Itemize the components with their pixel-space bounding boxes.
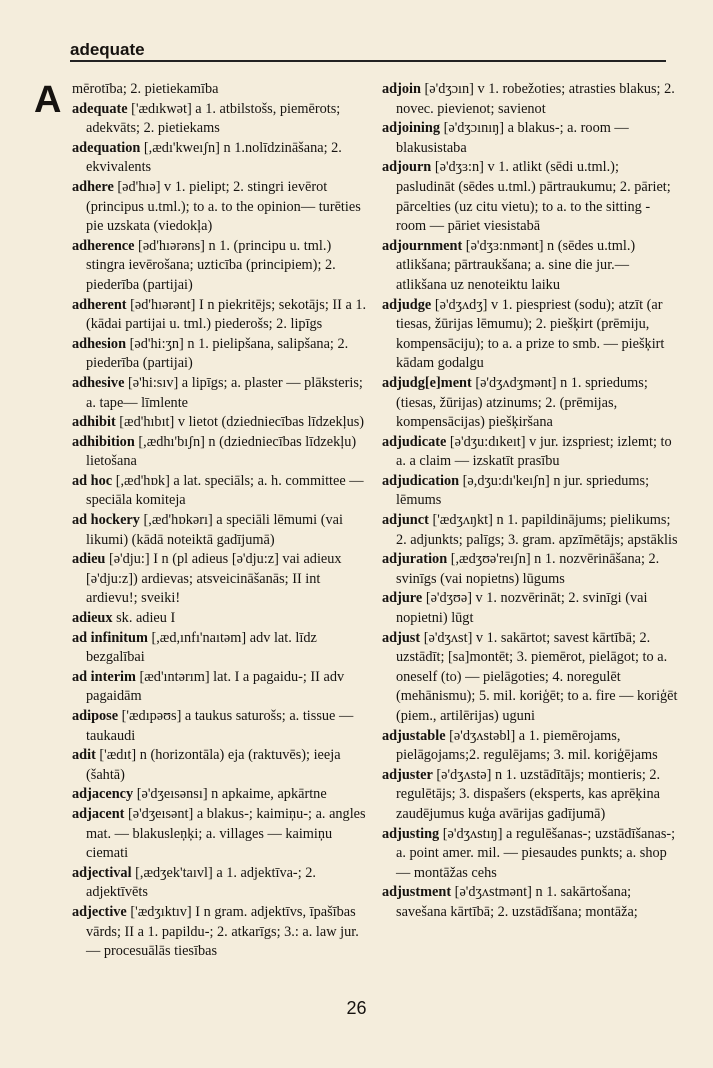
entry-headword: adit (72, 747, 96, 764)
dictionary-entry (382, 727, 678, 766)
dictionary-entry (382, 589, 678, 628)
entry-definition: [,ædʒʊə'reıʃn] n 1. nozvērināšana; 2. svinīgs (vai nopietns) lūgums (396, 551, 660, 587)
dictionary-entry (382, 158, 678, 236)
dictionary-entry (382, 511, 678, 550)
dictionary-entry (72, 237, 370, 296)
entry-headword: adjudicate (382, 433, 447, 450)
entry-headword: adhesive (72, 374, 125, 391)
entry-headword: adhere (72, 178, 114, 195)
entry-definition: [ə'dʒɜ:n] v 1. atlikt (sēdi u.tml.); pasludināt (sēdes u.tml.) pārtraukumu; 2. pāriet; pārcelties (uz citu vietu); to a. to the sitting - room — pāriet viesistabā (396, 159, 671, 235)
dictionary-entry (72, 746, 370, 785)
dictionary-entry (72, 668, 370, 707)
column-left (72, 80, 370, 962)
entry-headword: adipose (72, 708, 119, 724)
dictionary-entry (382, 80, 678, 119)
dictionary-entry (382, 825, 678, 884)
section-letter: A (34, 79, 62, 121)
dictionary-entry (72, 550, 370, 609)
entry-headword: adhibit (72, 414, 116, 431)
dictionary-entry (382, 374, 678, 433)
dictionary-entry (72, 805, 370, 864)
entry-definition: [ə'dʒɜ:nmənt] n (sēdes u.tml.) atlikšana; pārtraukšana; a. sine die jur.— atlikšana uz nenoteiktu laiku (396, 237, 636, 293)
entry-headword: adjudge (382, 296, 432, 313)
entry-headword: adjunct (382, 512, 429, 529)
header-rule (70, 60, 666, 62)
entry-definition: [ə'dʒʌstəbl] a 1. piemērojams, pielāgojams;2. regulējams; 3. mil. koriģējams (396, 727, 658, 764)
entry-definition: [ə'hi:sıv] a lipīgs; a. plaster — plāksteris; a. tape— līmlente (86, 374, 363, 411)
entry-definition: [ə'dʒʌstə] n 1. uzstādītājs; montieris; 2. regulētājs; 3. dispašers (eksperts, kas aprēķina zaudējumus kuģa avārijas gadījumā) (396, 766, 661, 822)
entry-definition: ['ædıpəʊs] a taukus saturošs; a. tissue — taukaudi (86, 708, 354, 744)
page-number: 26 (346, 998, 367, 1018)
dictionary-entry (72, 374, 370, 413)
entry-definition: [,æd'hɒkərı] a speciāli lēmumi (vai likumi) (kādā noteiktā gadījumā) (86, 512, 343, 548)
entry-definition: ['ædʒʌŋkt] n 1. papildinājums; pielikums; 2. adjunkts; palīgs; 3. gram. apzīmētājs; apstāklis (396, 512, 678, 548)
entry-headword: adequation (72, 139, 141, 156)
dictionary-entry (382, 629, 678, 727)
entry-definition: [ə'dʒʊə] v 1. nozvērināt; 2. svinīgi (vai nopietni) lūgt (396, 590, 648, 627)
entry-definition: [æd'hıbıt] v lietot (dziedniecības līdzekļus) (115, 414, 365, 431)
entry-definition: sk. adieu I (112, 610, 176, 627)
entry-definition: [ə'dʒʌstıŋ] a regulēšanas-; uzstādīšanas-; a. point amer. mil. — piesaudes punkts; a. shop — montāžas cehs (396, 825, 676, 881)
entry-definition: [,ædhı'bıʃn] n (dziedniecības līdzekļu) lietošana (86, 433, 357, 470)
entry-headword: adhibition (72, 433, 135, 450)
dictionary-entry (72, 100, 370, 139)
entry-definition: [ə'dʒeısənt] a blakus-; kaimiņu-; a. angles mat. — blakusleņķi; a. villages — kaimiņu ciemati (86, 805, 366, 862)
entry-headword: adjoin (382, 81, 421, 97)
dictionary-entry (382, 237, 678, 296)
dictionary-entry (72, 472, 370, 511)
entry-definition: [ə'dʒʌdʒ] v 1. piespriest (sodu); atzīt (ar tiesas, žūrijas lēmumu); 2. piešķirt (prēmiju, kompensāciju); to a. a prize to smb. — piešķirt kādam godalgu (396, 296, 665, 372)
entry-headword: adjust (382, 629, 421, 646)
dictionary-entry (72, 785, 370, 805)
dictionary-entry (72, 629, 370, 668)
entry-headword: adjure (382, 590, 423, 607)
entry-definition: [,æd'hɒk] a lat. speciāls; a. h. committee — speciāla komiteja (86, 472, 364, 509)
entry-headword: adjustable (382, 727, 446, 744)
entry-definition: [,ædʒek'taıvl] a 1. adjektīva-; 2. adjektīvēts (86, 864, 316, 901)
entry-definition: [,ædı'kweıʃn] n 1.nolīdzināšana; 2. ekvivalents (86, 139, 342, 176)
dictionary-entry (72, 80, 370, 100)
dictionary-entry (72, 335, 370, 374)
entry-headword: adieux (72, 610, 113, 627)
entry-headword: adjuration (382, 551, 448, 568)
entry-definition: [əd'hi:ʒn] n 1. pielipšana, salipšana; 2. piederība (partijai) (86, 335, 349, 372)
entry-definition: ['ædıt] n (horizontāla) eja (raktuvēs); ieeja (šahtā) (86, 747, 341, 783)
entry-headword: adherent (72, 296, 127, 313)
dictionary-entry (382, 883, 678, 922)
entry-headword: adherence (72, 237, 135, 254)
dictionary-entry (72, 609, 370, 629)
entry-headword: adjacent (72, 805, 125, 822)
dictionary-entry (72, 511, 370, 550)
column-right (382, 80, 678, 923)
dictionary-entry (72, 296, 370, 335)
entry-definition: [ə,dʒu:dı'keıʃn] n jur. spriedums; lēmums (396, 472, 650, 509)
dictionary-entry (382, 433, 678, 472)
entry-definition: [əd'hıərənt] I n piekritējs; sekotājs; II a 1. (kādai partijai u. tml.) piederošs; 2. lipīgs (86, 296, 367, 333)
entry-headword: adjacency (72, 786, 134, 803)
entry-definition: [æd'ıntərım] lat. I a pagaidu-; II adv pagaidām (86, 668, 345, 705)
entry-definition: [ə'dju:] I n (pl adieus [ə'dju:z] vai adieux [ə'dju:z]) ardievas; atsveicināšanās; II int ardievu!; sveiki! (86, 551, 342, 607)
entry-headword: ad interim (72, 668, 136, 685)
entry-headword: adjoining (382, 120, 441, 137)
entry-headword: adjectival (72, 864, 132, 881)
entry-definition: [ə'dʒʌdʒmənt] n 1. spriedums; (tiesas, žūrijas) atzinums; 2. (prēmijas, kompensācijas) piešķiršana (396, 374, 648, 431)
entry-headword: adequate (72, 100, 128, 117)
dictionary-entry (72, 139, 370, 178)
entry-headword: adjudg[e]ment (382, 374, 472, 391)
guide-word: adequate (70, 40, 145, 59)
entry-definition: [əd'hıə] v 1. pielipt; 2. stingri ievērot (principus u.tml.); to a. to the opinion— turēties pie uzskata (viedokļa) (86, 178, 361, 235)
entry-headword: adjuster (382, 766, 433, 783)
entry-definition: [ə'dʒɔın] v 1. robežoties; atrasties blakus; 2. novec. pievienot; savienot (396, 81, 675, 117)
entry-headword: adjusting (382, 825, 440, 842)
entry-definition: [ə'dʒɔınıŋ] a blakus-; a. room — blakusistaba (396, 120, 629, 156)
dictionary-entry (72, 413, 370, 433)
dictionary-entry (382, 296, 678, 374)
entry-definition: [ə'dʒeısənsı] n apkaime, apkārtne (133, 786, 327, 803)
dictionary-entry (72, 707, 370, 746)
entry-headword: ad hockery (72, 512, 140, 529)
entry-definition: [ə'dʒʌstmənt] n 1. sakārtošana; savešana kārtībā; 2. uzstādīšana; montāža; (396, 884, 638, 920)
entry-headword: adieu (72, 551, 106, 568)
dictionary-entry (382, 472, 678, 511)
dictionary-entry (72, 433, 370, 472)
entry-headword: adhesion (72, 335, 127, 352)
entry-headword: adjective (72, 903, 127, 920)
entry-headword: ad infinitum (72, 629, 148, 646)
dictionary-entry (72, 178, 370, 237)
entry-definition: [ə'dʒʌst] v 1. sakārtot; savest kārtībā; 2. uzstādīt; [sa]montēt; 3. piemērot, pielāgot; to a. oneself (to) — pielāgoties; 4. noregulēt (mehānismu); 5. mil. koriģēt; to a. fire — koriģēt (piem., artilērijas) uguni (396, 629, 678, 724)
dictionary-entry (72, 903, 370, 962)
entry-definition: [əd'hıərəns] n 1. (principu u. tml.) stingra ievērošana; uzticība (principiem); 2. piederība (partijai) (86, 237, 336, 293)
entry-definition: [,æd,ınfı'naıtəm] adv lat. līdz bezgalībai (86, 629, 317, 666)
dictionary-entry (72, 864, 370, 903)
entry-definition: mērotība; 2. pietiekamība (72, 81, 219, 97)
entry-headword: ad hoc (72, 472, 113, 489)
dictionary-entry (382, 550, 678, 589)
dictionary-entry (382, 119, 678, 158)
dictionary-entry (382, 766, 678, 825)
entry-definition: [ə'dʒu:dıkeıt] v jur. izspriest; izlemt; to a. a claim — izskatīt prasību (396, 433, 672, 470)
entry-headword: adjourn (382, 159, 432, 176)
entry-headword: adjudication (382, 472, 460, 489)
entry-headword: adjustment (382, 884, 452, 901)
entry-headword: adjournment (382, 237, 463, 254)
entry-definition: ['ædʒıktıv] I n gram. adjektīvs, īpašības vārds; II a 1. papildu-; 2. atkarīgs; 3.: a. law jur. — procesuālās tiesības (86, 903, 359, 960)
entry-definition: ['ædıkwət] a 1. atbilstošs, piemērots; adekvāts; 2. pietiekams (86, 100, 341, 137)
